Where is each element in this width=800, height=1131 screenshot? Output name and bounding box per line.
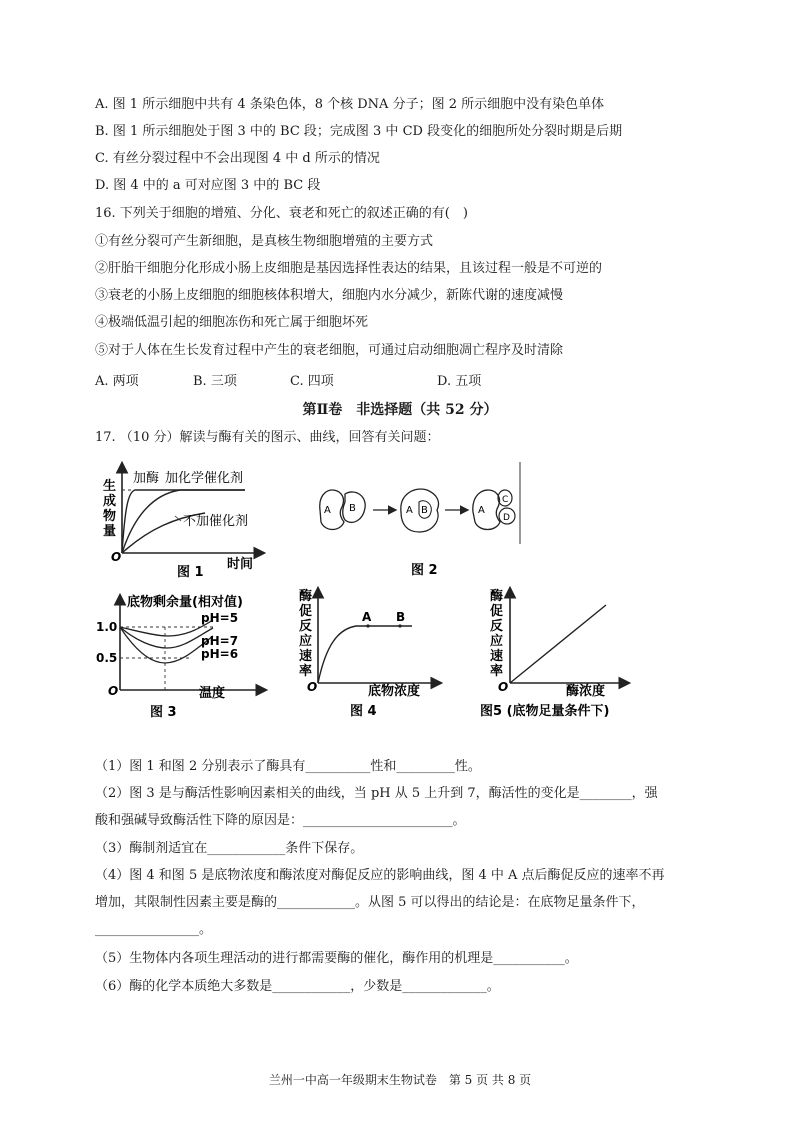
fig4-point-b: B — [396, 610, 406, 624]
fig2-letter-a2: A — [406, 505, 413, 516]
q15-option-d: D. 图 4 中的 a 可对应图 3 中的 BC 段 — [95, 178, 321, 193]
fig3-series-ph5: pH=5 — [201, 611, 239, 625]
fig1-ylabel-4: 量 — [103, 524, 117, 539]
q16-choice-b: B. 三项 — [193, 374, 237, 389]
q17-question-2b: 酸和强碱导致酶活性下降的原因是：_______________________。 — [95, 813, 466, 828]
fig5-origin: O — [498, 680, 509, 694]
fig5-ylabel-4: 应 — [490, 634, 504, 649]
fig1-xlabel: 时间 — [227, 557, 254, 572]
fig2-letter-d: D — [503, 513, 510, 523]
fig1-label-enzyme: 加酶 — [133, 471, 160, 486]
q15-option-b: B. 图 1 所示细胞处于图 3 中的 BC 段；完成图 3 中 CD 段变化的细胞所处分裂时期是后期 — [95, 124, 623, 139]
fig3-curve-ph5 — [120, 620, 213, 636]
figure-3 — [95, 590, 270, 720]
fig4-curve — [318, 626, 412, 683]
fig1-origin: O — [111, 550, 122, 564]
fig3-ytick-10: 1.0 — [96, 620, 118, 634]
fig5-caption: 图5 (底物足量条件下) — [480, 704, 610, 719]
q16-statement-4: ④极端低温引起的细胞冻伤和死亡属于细胞坏死 — [95, 315, 369, 330]
fig4-ylabel-6: 率 — [299, 664, 313, 679]
q16-choice-d: D. 五项 — [437, 374, 482, 389]
fig4-point-b-dot — [398, 624, 401, 627]
fig4-xlabel: 底物浓度 — [368, 684, 421, 699]
fig4-ylabel-5: 速 — [299, 649, 313, 664]
q17-stem: 17. （10 分）解读与酶有关的图示、曲线，回答有关问题： — [95, 430, 440, 445]
fig3-origin: O — [108, 684, 119, 698]
fig5-ylabel-1: 酶 — [490, 589, 504, 604]
fig5-ylabel-2: 促 — [490, 604, 504, 619]
q16-choice-c: C. 四项 — [290, 374, 334, 389]
fig3-title: 底物剩余量(相对值) — [127, 595, 243, 610]
fig2-letter-a1: A — [324, 505, 331, 516]
fig3-series-ph7: pH=7 — [201, 634, 239, 648]
fig5-ylabel-5: 速 — [490, 649, 504, 664]
fig4-ylabel-3: 反 — [299, 619, 313, 634]
fig2-enzyme-3 — [473, 490, 500, 529]
fig3-xlabel: 温度 — [199, 686, 226, 701]
figure-2 — [315, 462, 530, 582]
q17-question-2a: （2）图 3 是与酶活性影响因素相关的曲线，当 pH 从 5 上升到 7，酶活性的变化是________，强 — [95, 786, 658, 801]
q17-question-6: （6）酶的化学本质绝大多数是____________，少数是_____________。 — [95, 979, 500, 994]
fig3-ytick-05: 0.5 — [96, 651, 118, 665]
fig3-caption: 图 3 — [150, 705, 177, 720]
fig4-point-a-dot — [366, 624, 369, 627]
q17-question-3: （3）酶制剂适宜在____________条件下保存。 — [95, 841, 364, 856]
figure-5 — [478, 585, 638, 720]
fig1-ylabel-2: 成 — [103, 494, 117, 509]
fig5-xlabel: 酶浓度 — [566, 684, 606, 699]
q17-question-4b: 增加，其限制性因素主要是酶的____________。从图 5 可以得出的结论是：在底物足量条件下， — [95, 895, 645, 910]
fig4-point-a: A — [362, 610, 372, 624]
q16-statement-1: ①有丝分裂可产生新细胞，是真核生物细胞增殖的主要方式 — [95, 234, 434, 249]
fig1-ylabel-1: 生 — [103, 479, 117, 494]
fig2-letter-b1: B — [349, 503, 356, 514]
fig4-ylabel-1: 酶 — [299, 589, 313, 604]
fig2-caption: 图 2 — [411, 563, 438, 578]
fig1-ylabel-3: 物 — [103, 509, 117, 524]
q17-question-4c: ________________。 — [95, 922, 213, 937]
fig2-letter-c: C — [502, 495, 509, 505]
figure-1 — [95, 458, 270, 583]
figure-4 — [290, 585, 450, 720]
q16-stem: 16. 下列关于细胞的增殖、分化、衰老和死亡的叙述正确的有( ) — [95, 206, 468, 221]
fig5-ylabel-3: 反 — [490, 619, 504, 634]
q17-question-5: （5）生物体内各项生理活动的进行都需要酶的催化，酶作用的机理是___________。 — [95, 951, 578, 966]
q16-statement-2: ②肝胎干细胞分化形成小肠上皮细胞是基因选择性表达的结果，且该过程一般是不可逆的 — [95, 261, 603, 276]
fig4-origin: O — [307, 680, 318, 694]
page-footer: 兰州一中高一年级期末生物试卷 第 5 页 共 8 页 — [268, 1073, 532, 1087]
fig4-caption: 图 4 — [350, 704, 377, 719]
q16-statement-5: ⑤对于人体在生长发育过程中产生的衰老细胞，可通过启动细胞凋亡程序及时清除 — [95, 343, 564, 358]
section-title: 第Ⅱ卷 非选择题（共 52 分） — [302, 402, 498, 418]
q16-choice-a: A. 两项 — [95, 374, 139, 389]
q17-question-1: （1）图 1 和图 2 分别表示了酶具有__________性和_________性。 — [95, 759, 481, 774]
fig1-label-none: 不加催化剂 — [183, 514, 249, 529]
fig2-letter-b2: B — [421, 505, 428, 516]
fig1-label-catalyst: 加化学催化剂 — [165, 471, 244, 486]
q17-question-4a: （4）图 4 和图 5 是底物浓度和酶浓度对酶促反应的影响曲线，图 4 中 A 点后酶促反应的速率不再 — [95, 868, 665, 883]
fig2-letter-a3: A — [478, 505, 485, 516]
fig4-ylabel-4: 应 — [299, 634, 313, 649]
fig5-ylabel-6: 率 — [490, 664, 504, 679]
q15-option-a: A. 图 1 所示细胞中共有 4 条染色体，8 个核 DNA 分子；图 2 所示细胞中没有染色单体 — [95, 97, 605, 112]
fig3-series-ph6: pH=6 — [201, 647, 239, 661]
fig4-ylabel-2: 促 — [299, 604, 313, 619]
fig1-caption: 图 1 — [177, 565, 204, 580]
q16-statement-3: ③衰老的小肠上皮细胞的细胞核体积增大，细胞内水分减少，新陈代谢的速度减慢 — [95, 288, 564, 303]
q15-option-c: C. 有丝分裂过程中不会出现图 4 中 d 所示的情况 — [95, 151, 380, 166]
fig5-line — [510, 605, 606, 683]
